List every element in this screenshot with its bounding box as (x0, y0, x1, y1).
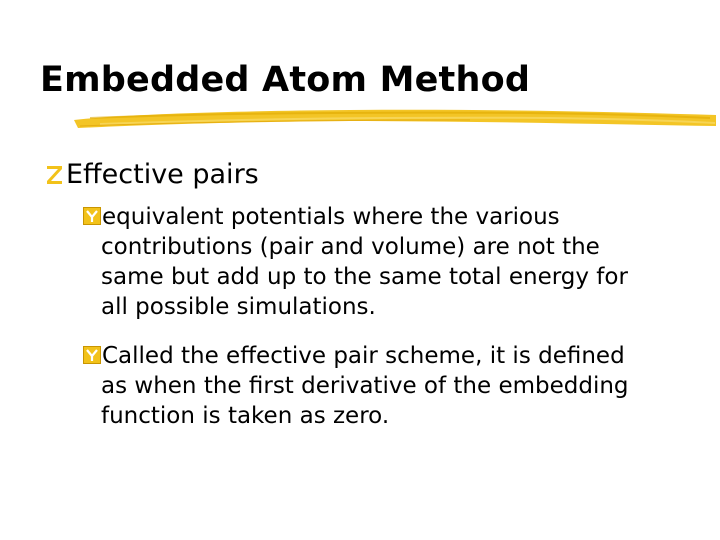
text-line: same but add up to the same total energy for (101, 264, 628, 290)
text-line: contributions (pair and volume) are not the (101, 234, 600, 260)
bullet-text: Effective pairs (66, 159, 259, 190)
z-bullet-icon (45, 164, 64, 186)
title-underline-brushstroke (70, 104, 720, 134)
text-line: Called the effective pair scheme, it is defined (102, 343, 625, 369)
y-bullet-icon (83, 346, 101, 364)
text-line: as when the first derivative of the embedding (101, 373, 629, 399)
text-line: all possible simulations. (101, 294, 376, 320)
y-bullet-icon (83, 207, 101, 225)
text-line: function is taken as zero. (101, 403, 390, 429)
slide-title: Embedded Atom Method (40, 60, 531, 100)
sub-bullet-effective-pair-scheme (84, 341, 684, 431)
bullet-effective-pairs (45, 158, 259, 192)
sub-bullet-equivalent-potentials (84, 202, 684, 322)
text-line: equivalent potentials where the various (102, 204, 560, 230)
